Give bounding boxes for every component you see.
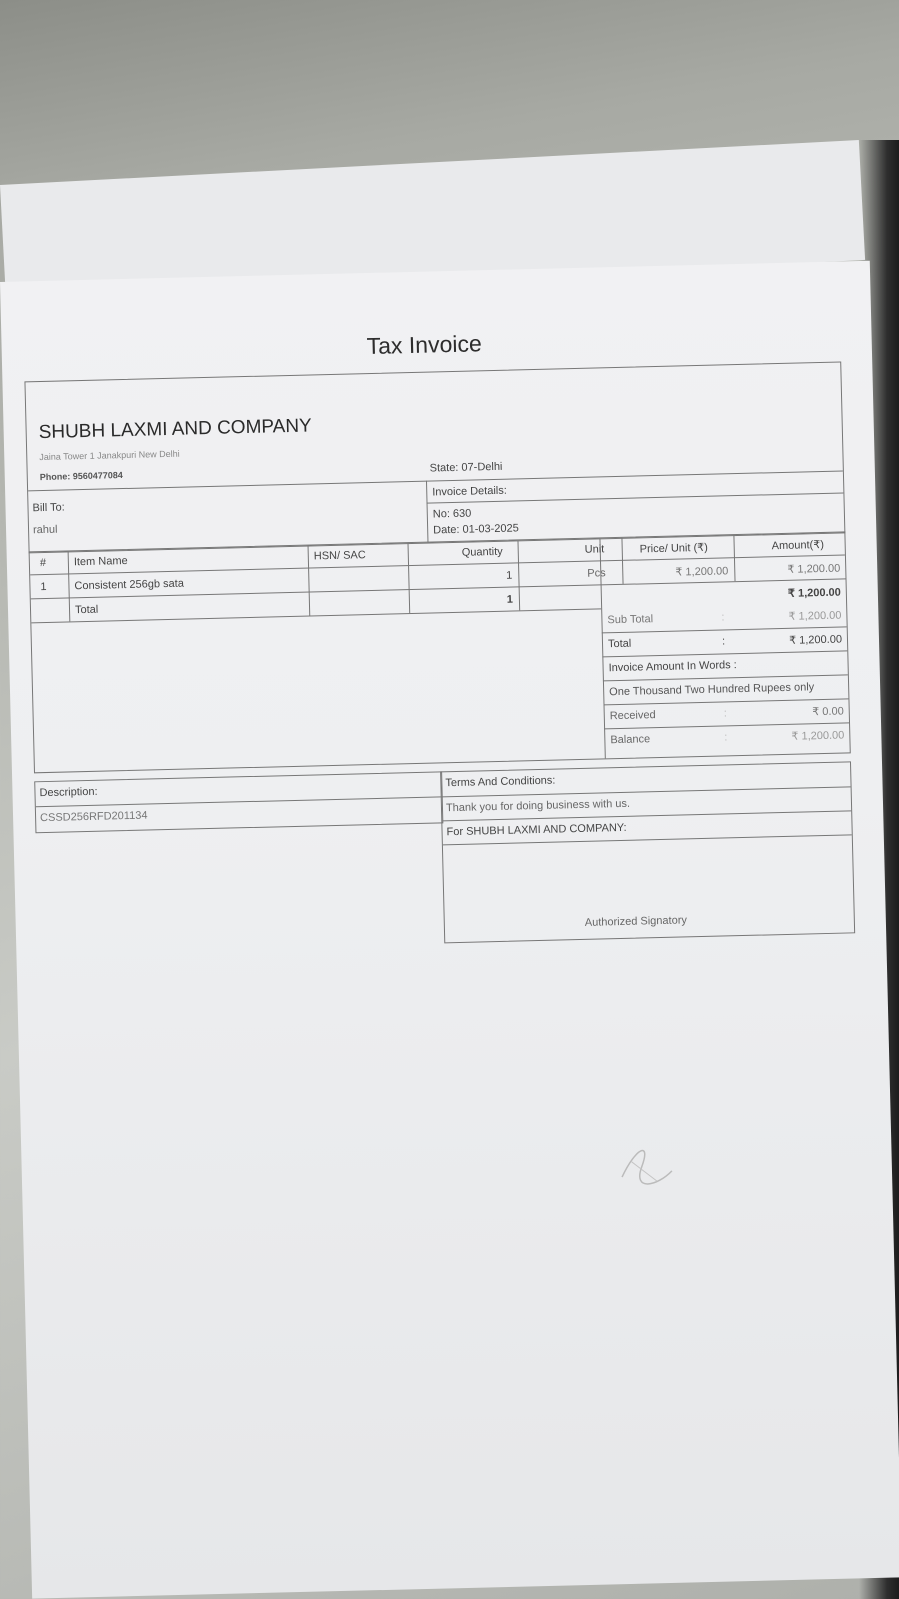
header-hsn: HSN/ SAC <box>313 549 366 563</box>
total-row-label: Total <box>74 603 99 617</box>
company-state: State: 07-Delhi <box>429 460 503 475</box>
description-value: CSSD256RFD201134 <box>39 809 148 825</box>
summary-total-colon: : <box>721 635 726 648</box>
items-table <box>29 531 851 773</box>
description-label: Description: <box>39 785 98 800</box>
header-quantity: Quantity <box>461 545 503 559</box>
company-address: Jaina Tower 1 Janakpuri New Delhi <box>39 448 180 463</box>
invoice-number: No: 630 <box>432 507 472 521</box>
items-total-line <box>31 608 601 623</box>
row-item-name: Consistent 256gb sata <box>74 577 185 593</box>
sub-total-label: Sub Total <box>607 613 654 627</box>
signatory-for-label: For SHUBH LAXMI AND COMPANY: <box>446 821 627 839</box>
total-row-amount: ₹ 1,200.00 <box>787 586 841 600</box>
received-value: ₹ 0.00 <box>812 705 844 719</box>
company-name: SHUBH LAXMI AND COMPANY <box>38 415 312 444</box>
bill-to-name: rahul <box>32 523 58 537</box>
description-divider <box>36 796 442 807</box>
amount-in-words-value: One Thousand Two Hundred Rupees only <box>609 681 815 699</box>
terms-label: Terms And Conditions: <box>445 774 556 790</box>
row-amount: ₹ 1,200.00 <box>787 562 841 576</box>
invoice-details-label: Invoice Details: <box>432 484 507 499</box>
invoice-sheet <box>0 261 899 1599</box>
invoice-date: Date: 01-03-2025 <box>433 522 519 537</box>
signature-mark <box>611 1136 682 1193</box>
header-price: Price/ Unit (₹) <box>639 541 708 556</box>
summary-total-value: ₹ 1,200.00 <box>788 633 843 647</box>
terms-value: Thank you for doing business with us. <box>445 797 631 815</box>
received-colon: : <box>723 707 727 720</box>
header-index: # <box>39 556 47 570</box>
amount-in-words-label: Invoice Amount In Words : <box>608 659 737 675</box>
header-unit: Unit <box>584 543 605 556</box>
received-label: Received <box>609 709 656 723</box>
col-divider-quantity <box>517 540 520 610</box>
terms-divider <box>442 786 851 797</box>
row-unit: Pcs <box>587 567 606 580</box>
row-quantity: 1 <box>506 569 513 582</box>
bill-to-label: Bill To: <box>32 501 65 515</box>
row-index: 1 <box>40 580 47 594</box>
col-divider-amount <box>733 535 735 581</box>
authorized-signatory-label: Authorized Signatory <box>584 914 688 929</box>
total-row-quantity: 1 <box>506 593 514 606</box>
col-divider-price <box>621 538 623 584</box>
header-amount: Amount(₹) <box>771 538 825 553</box>
header-vertical-divider <box>426 481 429 543</box>
document-title: Tax Invoice <box>366 330 483 360</box>
summary-line-2 <box>602 650 847 657</box>
col-divider-item <box>308 546 311 616</box>
summary-total-label: Total <box>607 637 632 651</box>
row-price: ₹ 1,200.00 <box>675 565 729 579</box>
header-item-name: Item Name <box>73 554 128 569</box>
sub-total-value: ₹ 1,200.00 <box>788 609 842 623</box>
description-box <box>34 771 443 833</box>
company-phone: Phone: 9560477084 <box>39 470 123 483</box>
sub-total-colon: : <box>721 611 725 624</box>
balance-label: Balance <box>610 733 651 747</box>
terms-box <box>440 761 855 943</box>
balance-value: ₹ 1,200.00 <box>791 729 845 743</box>
balance-colon: : <box>724 731 728 744</box>
col-divider-index <box>68 551 71 621</box>
col-divider-hsn <box>408 543 411 613</box>
